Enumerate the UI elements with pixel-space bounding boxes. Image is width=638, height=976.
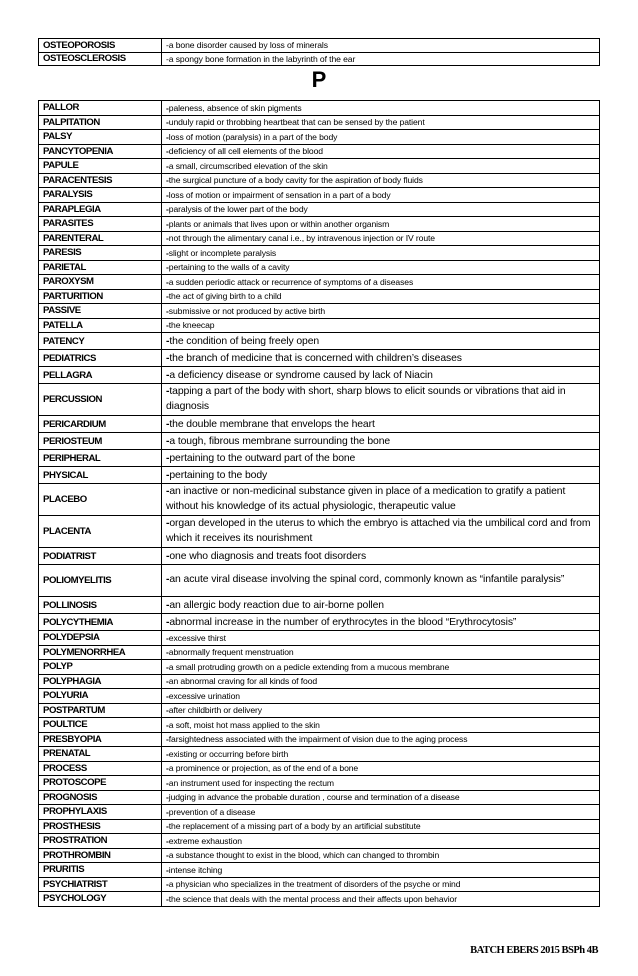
definition-cell xyxy=(162,516,600,548)
dash-marker: - xyxy=(166,146,169,157)
definition-cell xyxy=(162,467,600,484)
table-row xyxy=(39,863,600,878)
previous-section-table xyxy=(38,38,600,66)
term-cell: PRURITIS xyxy=(39,863,162,878)
dash-marker: - xyxy=(166,276,169,287)
table-row xyxy=(39,805,600,820)
definition-text: a tough, fibrous membrane surrounding the bone xyxy=(169,435,391,447)
definition-text: paralysis of the lower part of the body xyxy=(168,204,308,215)
dash-marker: - xyxy=(166,893,169,904)
table-row xyxy=(39,144,600,159)
table-row xyxy=(39,333,600,350)
definition-text: a substance thought to exist in the blood, which can changed to thrombin xyxy=(168,850,440,861)
dash-marker: - xyxy=(166,806,169,817)
table-row xyxy=(39,660,600,675)
table-row xyxy=(39,101,600,116)
definition-cell xyxy=(162,660,600,675)
definition-text: a deficiency disease or syndrome caused by lack of Niacin xyxy=(169,369,433,381)
glossary-table xyxy=(38,100,600,907)
dash-marker: - xyxy=(166,452,170,464)
term-cell: POLYP xyxy=(39,660,162,675)
definition-cell xyxy=(162,159,600,174)
definition-text: tapping a part of the body with short, sharp blows to elicit sounds or vibrations that aid in diagnosis xyxy=(166,386,566,412)
dash-marker: - xyxy=(166,369,170,381)
definition-cell xyxy=(162,188,600,203)
term-cell: PEDIATRICS xyxy=(39,350,162,367)
term-cell: POLYMENORRHEA xyxy=(39,645,162,660)
definition-text: existing or occurring before birth xyxy=(168,748,289,759)
table-row xyxy=(39,275,600,290)
dash-marker: - xyxy=(166,189,169,200)
table-row xyxy=(39,614,600,631)
dash-marker: - xyxy=(166,599,170,611)
term-cell: PROSTHESIS xyxy=(39,819,162,834)
table-row xyxy=(39,732,600,747)
term-cell: PROSTRATION xyxy=(39,834,162,849)
definition-cell xyxy=(162,260,600,275)
dash-marker: - xyxy=(166,748,169,759)
term-cell: PARIETAL xyxy=(39,260,162,275)
definition-cell xyxy=(162,892,600,907)
definition-cell xyxy=(162,565,600,597)
term-cell: PRESBYOPIA xyxy=(39,732,162,747)
definition-text: the kneecap xyxy=(168,320,215,331)
definition-cell xyxy=(162,275,600,290)
definition-cell xyxy=(162,597,600,614)
table-row xyxy=(39,384,600,416)
dash-marker: - xyxy=(166,616,170,628)
definition-cell xyxy=(162,614,600,631)
definition-cell xyxy=(162,144,600,159)
dash-marker: - xyxy=(166,719,169,730)
definition-text: excessive thirst xyxy=(168,632,226,643)
table-row xyxy=(39,130,600,145)
table-row xyxy=(39,350,600,367)
term-cell: PROCESS xyxy=(39,761,162,776)
definition-cell xyxy=(162,289,600,304)
term-cell: PARALYSIS xyxy=(39,188,162,203)
term-cell: POSTPARTUM xyxy=(39,703,162,718)
term-cell: PHYSICAL xyxy=(39,467,162,484)
table-row xyxy=(39,260,600,275)
definition-cell xyxy=(162,350,600,367)
dash-marker: - xyxy=(166,131,169,142)
table-row xyxy=(39,246,600,261)
definition-text: a prominence or projection, as of the end of a bone xyxy=(168,763,359,774)
table-row xyxy=(39,703,600,718)
dash-marker: - xyxy=(166,102,169,113)
dash-marker: - xyxy=(166,418,170,430)
table-row xyxy=(39,202,600,217)
definition-text: pertaining to the body xyxy=(169,469,268,481)
definition-text: an instrument used for inspecting the rectum xyxy=(168,777,334,788)
definition-cell xyxy=(162,367,600,384)
term-cell: PALLOR xyxy=(39,101,162,116)
definition-cell xyxy=(162,834,600,849)
table-row xyxy=(39,39,600,53)
dash-marker: - xyxy=(166,777,169,788)
definition-text: a small protruding growth on a pedicle extending from a mucous membrane xyxy=(168,661,450,672)
definition-text: extreme exhaustion xyxy=(168,835,242,846)
definition-text: the surgical puncture of a body cavity for the aspiration of body fluids xyxy=(168,175,423,186)
table-row xyxy=(39,367,600,384)
table-row xyxy=(39,304,600,319)
definition-cell xyxy=(162,718,600,733)
definition-cell xyxy=(162,115,600,130)
definition-text: loss of motion (paralysis) in a part of the body xyxy=(168,131,338,142)
definition-text: submissive or not produced by active birth xyxy=(168,305,326,316)
table-row xyxy=(39,188,600,203)
definition-text: the double membrane that envelops the heart xyxy=(169,418,375,430)
definition-text: an acute viral disease involving the spinal cord, commonly known as “infantile paralysis” xyxy=(169,574,565,586)
term-cell: PERCUSSION xyxy=(39,384,162,416)
definition-cell xyxy=(162,246,600,261)
definition-cell xyxy=(162,484,600,516)
term-cell: PERIPHERAL xyxy=(39,450,162,467)
dash-marker: - xyxy=(166,821,169,832)
term-cell: POLIOMYELITIS xyxy=(39,565,162,597)
dash-marker: - xyxy=(166,661,169,672)
term-cell: PARESIS xyxy=(39,246,162,261)
definition-cell: -a bone disorder caused by loss of minerals xyxy=(162,39,600,53)
term-cell: PARAPLEGIA xyxy=(39,202,162,217)
definition-text: unduly rapid or throbbing heartbeat that can be sensed by the patient xyxy=(168,117,425,128)
definition-text: loss of motion or impairment of sensation in a part of a body xyxy=(168,189,391,200)
dash-marker: - xyxy=(166,879,169,890)
term-cell: PLACENTA xyxy=(39,516,162,548)
definition-text: organ developed in the uterus to which the embryo is attached via the umbilical cord and from which it receives its nourishment xyxy=(166,518,591,544)
table-row xyxy=(39,516,600,548)
definition-cell xyxy=(162,645,600,660)
dash-marker: - xyxy=(166,632,169,643)
dash-marker: - xyxy=(166,218,169,229)
definition-text: pertaining to the outward part of the bone xyxy=(169,452,356,464)
definition-text: slight or incomplete paralysis xyxy=(168,247,277,258)
page-footer: BATCH EBERS 2015 BSPh 4B xyxy=(470,945,598,956)
definition-text: abnormally frequent menstruation xyxy=(168,647,294,658)
table-row xyxy=(39,848,600,863)
definition-cell xyxy=(162,819,600,834)
term-cell: PROTOSCOPE xyxy=(39,776,162,791)
table-row xyxy=(39,52,600,66)
term-cell: PARACENTESIS xyxy=(39,173,162,188)
term-cell: PATELLA xyxy=(39,318,162,333)
dash-marker: - xyxy=(166,233,169,244)
term-cell: PATENCY xyxy=(39,333,162,350)
definition-text: an inactive or non-medicinal substance given in place of a medication to gratify a patient without his knowledge of its actual physiologic, therapeutic value xyxy=(166,486,566,512)
dash-marker: - xyxy=(166,676,169,687)
definition-cell xyxy=(162,877,600,892)
definition-cell xyxy=(162,848,600,863)
term-cell: POLYURIA xyxy=(39,689,162,704)
dash-marker: - xyxy=(166,705,169,716)
definition-cell xyxy=(162,202,600,217)
table-row xyxy=(39,819,600,834)
definition-cell xyxy=(162,776,600,791)
table-row xyxy=(39,217,600,232)
definition-text: prevention of a disease xyxy=(168,806,256,817)
definition-cell: -a spongy bone formation in the labyrinth of the ear xyxy=(162,52,600,66)
dash-marker: - xyxy=(166,352,170,364)
definition-text: one who diagnosis and treats foot disorders xyxy=(169,550,367,562)
definition-text: after childbirth or delivery xyxy=(168,705,262,716)
table-row xyxy=(39,173,600,188)
term-cell: PROTHROMBIN xyxy=(39,848,162,863)
term-cell: PERICARDIUM xyxy=(39,416,162,433)
dash-marker: - xyxy=(166,117,169,128)
term-cell: PARTURITION xyxy=(39,289,162,304)
table-row xyxy=(39,318,600,333)
dash-marker: - xyxy=(166,469,170,481)
table-row xyxy=(39,467,600,484)
dash-marker: - xyxy=(166,305,169,316)
term-cell: OSTEOSCLEROSIS xyxy=(39,52,162,66)
term-cell: PAROXYSM xyxy=(39,275,162,290)
table-row xyxy=(39,834,600,849)
dash-marker: - xyxy=(166,247,169,258)
section-letter: P xyxy=(311,67,327,92)
definition-text: excessive urination xyxy=(168,690,240,701)
dash-marker: - xyxy=(166,864,169,875)
table-row xyxy=(39,597,600,614)
definition-cell xyxy=(162,732,600,747)
term-cell: PAPULE xyxy=(39,159,162,174)
definition-text: abnormal increase in the number of erythrocytes in the blood “Erythrocytosis” xyxy=(169,616,517,628)
table-row xyxy=(39,631,600,646)
definition-text: a sudden periodic attack or recurrence of symptoms of a diseases xyxy=(168,276,414,287)
definition-cell xyxy=(162,333,600,350)
definition-cell xyxy=(162,863,600,878)
definition-cell xyxy=(162,231,600,246)
table-row xyxy=(39,747,600,762)
table-row xyxy=(39,689,600,704)
term-cell: POULTICE xyxy=(39,718,162,733)
table-row xyxy=(39,645,600,660)
term-cell: PANCYTOPENIA xyxy=(39,144,162,159)
definition-text: an allergic body reaction due to air-borne pollen xyxy=(169,599,384,611)
definition-cell xyxy=(162,747,600,762)
dash-marker: - xyxy=(166,690,169,701)
dash-marker: - xyxy=(166,335,170,347)
definition-cell xyxy=(162,318,600,333)
definition-text: pertaining to the walls of a cavity xyxy=(168,262,290,273)
dash-marker: - xyxy=(166,518,170,529)
term-cell: PASSIVE xyxy=(39,304,162,319)
table-row xyxy=(39,761,600,776)
definition-cell xyxy=(162,548,600,565)
table-row xyxy=(39,565,600,597)
dash-marker: - xyxy=(166,291,169,302)
table-row xyxy=(39,718,600,733)
definition-cell xyxy=(162,433,600,450)
term-cell: PARENTERAL xyxy=(39,231,162,246)
table-row xyxy=(39,159,600,174)
dash-marker: - xyxy=(166,792,169,803)
table-row xyxy=(39,776,600,791)
table-row xyxy=(39,450,600,467)
definition-cell xyxy=(162,689,600,704)
table-row xyxy=(39,231,600,246)
definition-cell xyxy=(162,631,600,646)
definition-text: a physician who specializes in the treatment of disorders of the psyche or mind xyxy=(168,879,461,890)
table-row xyxy=(39,877,600,892)
term-cell: PALPITATION xyxy=(39,115,162,130)
term-cell: PELLAGRA xyxy=(39,367,162,384)
table-row xyxy=(39,289,600,304)
definition-text: the condition of being freely open xyxy=(169,335,320,347)
definition-cell xyxy=(162,703,600,718)
definition-text: the science that deals with the mental process and their affects upon behavior xyxy=(168,893,457,904)
term-cell: PROGNOSIS xyxy=(39,790,162,805)
definition-cell xyxy=(162,304,600,319)
definition-cell xyxy=(162,805,600,820)
table-row xyxy=(39,674,600,689)
definition-cell xyxy=(162,674,600,689)
dash-marker: - xyxy=(166,175,169,186)
term-cell: PALSY xyxy=(39,130,162,145)
dash-marker: - xyxy=(166,204,169,215)
dash-marker: - xyxy=(166,763,169,774)
definition-cell xyxy=(162,384,600,416)
definition-text: the act of giving birth to a child xyxy=(168,291,282,302)
term-cell: PLACEBO xyxy=(39,484,162,516)
table-row xyxy=(39,484,600,516)
dash-marker: - xyxy=(166,486,170,497)
term-cell: PARASITES xyxy=(39,217,162,232)
definition-text: intense itching xyxy=(168,864,223,875)
term-cell: OSTEOPOROSIS xyxy=(39,39,162,53)
definition-cell xyxy=(162,761,600,776)
definition-text: judging in advance the probable duration , course and termination of a disease xyxy=(168,792,460,803)
definition-text: plants or animals that lives upon or within another organism xyxy=(168,218,390,229)
dash-marker: - xyxy=(166,320,169,331)
definition-text: a small, circumscribed elevation of the skin xyxy=(168,160,328,171)
definition-text: a soft, moist hot mass applied to the skin xyxy=(168,719,320,730)
term-cell: POLYCYTHEMIA xyxy=(39,614,162,631)
dash-marker: - xyxy=(166,647,169,658)
term-cell: PSYCHOLOGY xyxy=(39,892,162,907)
table-row xyxy=(39,548,600,565)
definition-text: the branch of medicine that is concerned with children’s diseases xyxy=(169,352,462,364)
dash-marker: - xyxy=(166,160,169,171)
term-cell: PODIATRIST xyxy=(39,548,162,565)
table-row xyxy=(39,790,600,805)
term-cell: POLYDEPSIA xyxy=(39,631,162,646)
definition-cell xyxy=(162,101,600,116)
definition-text: not through the alimentary canal i.e., by intravenous injection or IV route xyxy=(168,233,435,244)
table-row xyxy=(39,433,600,450)
term-cell: PSYCHIATRIST xyxy=(39,877,162,892)
term-cell: PERIOSTEUM xyxy=(39,433,162,450)
table-row xyxy=(39,892,600,907)
definition-cell xyxy=(162,416,600,433)
dash-marker: - xyxy=(166,574,170,586)
definition-cell xyxy=(162,173,600,188)
term-cell: POLYPHAGIA xyxy=(39,674,162,689)
definition-text: deficiency of all cell elements of the blood xyxy=(168,146,323,157)
definition-text: an abnormal craving for all kinds of food xyxy=(168,676,318,687)
dash-marker: - xyxy=(166,734,169,745)
term-cell: PRENATAL xyxy=(39,747,162,762)
term-cell: POLLINOSIS xyxy=(39,597,162,614)
dash-marker: - xyxy=(166,550,170,562)
table-row xyxy=(39,416,600,433)
definition-cell xyxy=(162,790,600,805)
dash-marker: - xyxy=(166,262,169,273)
dash-marker: - xyxy=(166,850,169,861)
term-cell: PROPHYLAXIS xyxy=(39,805,162,820)
table-row xyxy=(39,115,600,130)
definition-text: paleness, absence of skin pigments xyxy=(168,102,302,113)
definition-text: the replacement of a missing part of a body by an artificial substitute xyxy=(168,821,421,832)
definition-cell xyxy=(162,217,600,232)
definition-cell xyxy=(162,130,600,145)
definition-cell xyxy=(162,450,600,467)
dash-marker: - xyxy=(166,386,170,397)
definition-text: farsightedness associated with the impairment of vision due to the aging process xyxy=(168,734,468,745)
dash-marker: - xyxy=(166,835,169,846)
dash-marker: - xyxy=(166,435,170,447)
